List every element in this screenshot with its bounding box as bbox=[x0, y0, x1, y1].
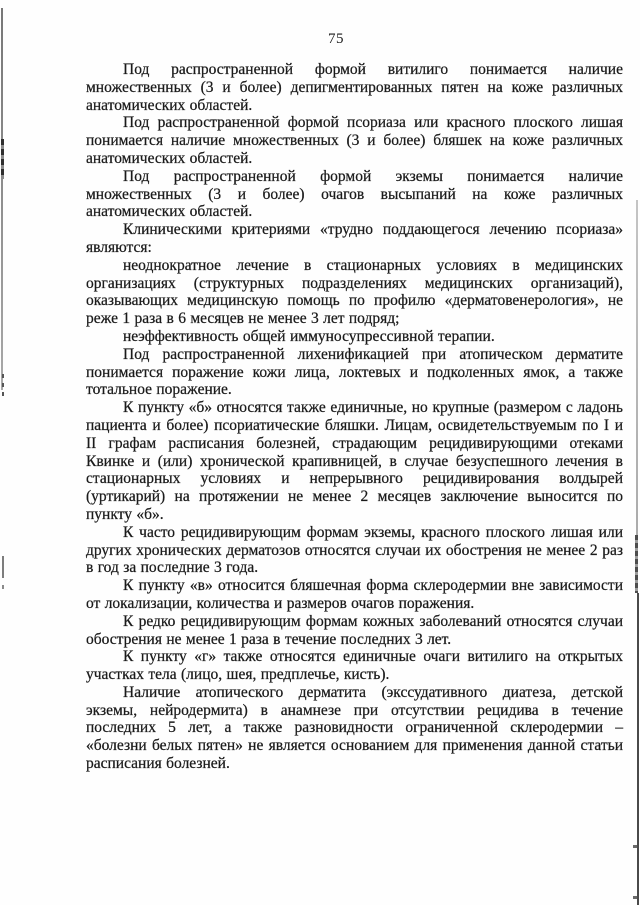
paragraph: Под распространенной лихенификацией при атопическом дерматите понимается поражение кожи лица, локтевых и подколенных ямок, а также тотальное поражение. bbox=[86, 345, 623, 399]
scan-artifact-right-line-textured bbox=[635, 535, 638, 593]
scan-artifact-right-line-dark bbox=[637, 593, 639, 905]
paragraph: Под распространенной формой витилиго понимается наличие множественных (3 и более) депигментированных пятен на коже различных анатомических областей. bbox=[86, 61, 623, 114]
paragraph: Клиническими критериями «трудно поддающегося лечению псориаза» являются: bbox=[86, 221, 623, 256]
paragraph: неэффективность общей иммуносупрессивной терапии. bbox=[123, 327, 495, 345]
paragraph: К редко рецидивирующим формам кожных заболеваний относятся случаи обострения не менее 1 раза в течение последних 3 лет. bbox=[86, 612, 623, 648]
paragraph: Наличие атопического дерматита (экссудативного диатеза, детской экземы, нейродермита) в анамнезе при отсутствии рецидива в течение последних 5 лет, а также разновидности ограниченной склеродермии – «болезни белых пятен» не является основанием для применения данной статьи расписания болезней. bbox=[86, 683, 623, 773]
scan-artifact-left-dots bbox=[2, 374, 4, 400]
paragraph: К пункту «б» относятся также единичные, но крупные (размером с ладонь пациента и более) псориатические бляшки. Лицам, освидетельствуемым по I и II графам расписания болезней, страдающим рецидивирующими отеками Квинке и (или) хронической крапивницей, в случае безуспешного лечения в стационарных условиях и непрерывного рецидивирования волдырей (уртикарий) на протяжении не менее 2 месяцев заключение выносится по пункту «б». bbox=[86, 399, 623, 523]
paragraph: К пункту «в» относится бляшечная форма склеродермии вне зависимости от локализации, количества и размеров очагов поражения. bbox=[86, 577, 623, 612]
paragraph: К пункту «г» также относятся единичные очаги витилиго на открытых участках тела (лицо, шея, предплечье, кисть). bbox=[86, 648, 623, 684]
paragraph: Под распространенной формой псориаза или красного плоского лишая понимается наличие множественных (3 и более) бляшек на коже различных анатомических областей. bbox=[86, 114, 623, 167]
scan-artifact-left-lower-dash bbox=[2, 556, 4, 578]
scan-artifact-left-line bbox=[1, 8, 3, 390]
paragraph: Под распространенной формой экземы понимается наличие множественных (3 и более) очагов высыпаний на коже различных анатомических областей. bbox=[86, 167, 623, 221]
scan-artifact-left-dashes bbox=[1, 139, 4, 179]
scan-artifact-right-line-light bbox=[636, 200, 638, 535]
page-number: 75 bbox=[328, 31, 344, 47]
scan-artifact-left-lower-dot bbox=[2, 585, 4, 589]
paragraph: неоднократное лечение в стационарных условиях в медицинских организациях (структурных подразделениях медицинских организаций), оказывающих медицинскую помощь по профилю «дерматовенерология», не реже 1 раза в 6 месяцев не менее 3 лет подряд; bbox=[86, 256, 623, 328]
scan-artifact-right-tick bbox=[633, 845, 637, 848]
scan-artifact-right-tick bbox=[633, 896, 637, 899]
paragraph: К часто рецидивирующим формам экземы, красного плоского лишая или других хронических дерматозов относятся случаи их обострения не менее 2 раз в год за последние 3 года. bbox=[86, 523, 623, 577]
document-body bbox=[86, 61, 623, 773]
